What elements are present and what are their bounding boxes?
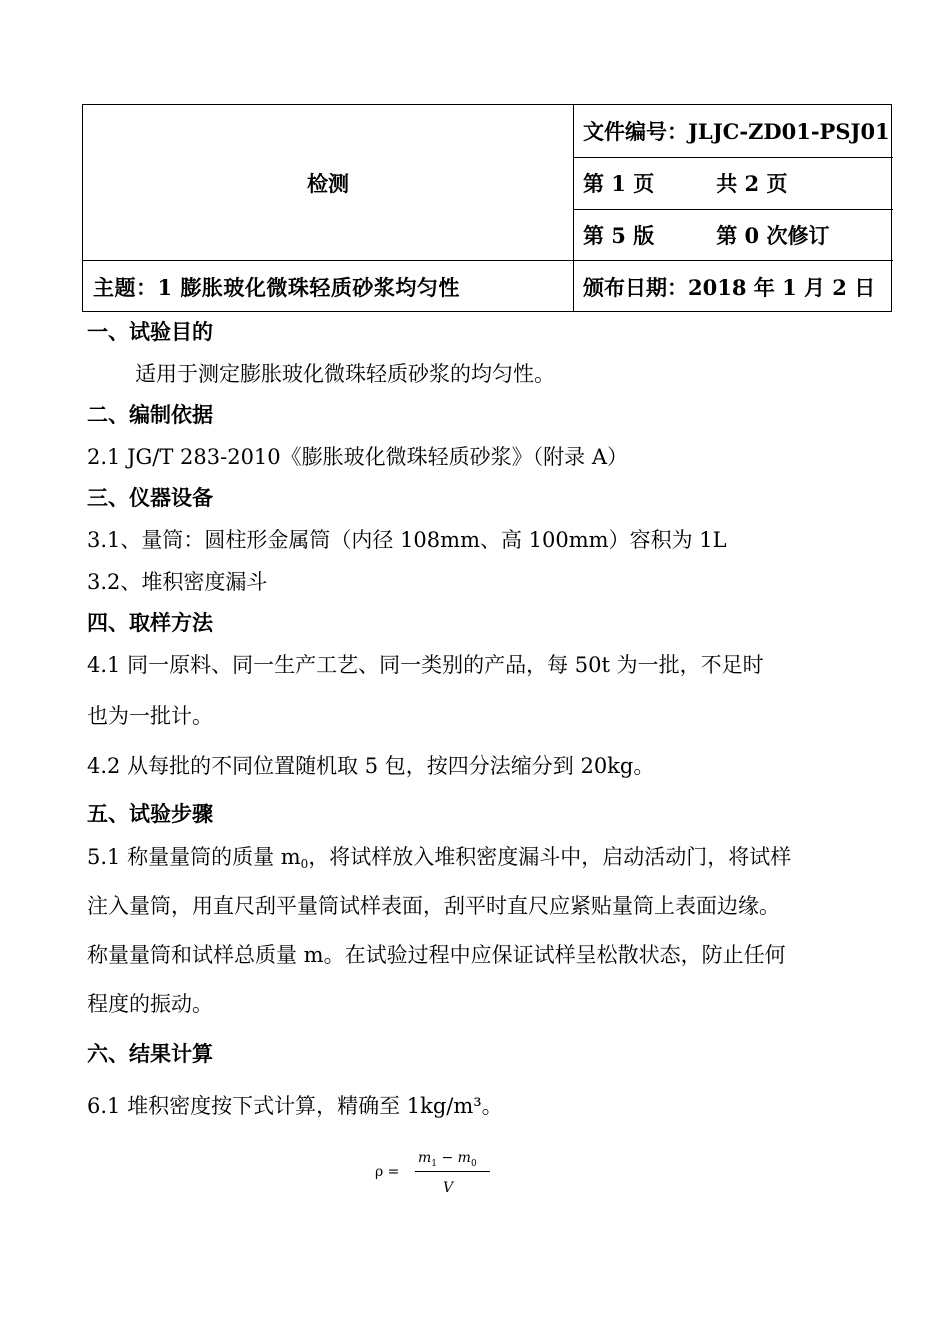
formula-var: m [457, 1150, 471, 1166]
department-label: 检测 [307, 170, 349, 196]
paragraph [87, 847, 791, 870]
density-formula [375, 1150, 515, 1210]
subject-label: 主题：1 膨胀玻化微珠轻质砂浆均匀性 [93, 274, 460, 300]
paragraph: 程度的振动。 [87, 992, 213, 1016]
edition-cell [573, 209, 893, 260]
formula-denominator: V [443, 1180, 454, 1196]
doc-number: 文件编号：JLJC-ZD01-PSJ01 [583, 119, 890, 144]
page-number: 第 1 页 [583, 171, 655, 196]
section-heading: 四、取样方法 [87, 611, 213, 635]
paragraph: 称量量筒和试样总质量 m。在试验过程中应保证试样呈松散状态，防止任何 [87, 943, 786, 967]
section-heading: 二、编制依据 [87, 403, 213, 427]
formula-lhs: ρ = [375, 1164, 400, 1180]
header-table [82, 104, 892, 312]
section-heading: 三、仪器设备 [87, 486, 213, 510]
list-item: 3.1、量筒：圆柱形金属筒（内径 108mm、高 100mm）容积为 1L [87, 528, 727, 552]
list-item: 3.2、堆积密度漏斗 [87, 570, 268, 594]
list-item: 4.2 从每批的不同位置随机取 5 包，按四分法缩分到 20kg。 [87, 754, 655, 778]
section-heading: 六、结果计算 [87, 1042, 213, 1066]
paragraph: 6.1 堆积密度按下式计算，精确至 1kg/m³。 [87, 1094, 503, 1118]
section-heading: 五、试验步骤 [87, 802, 213, 826]
subscript: 0 [300, 857, 309, 871]
list-item: 4.1 同一原料、同一生产工艺、同一类别的产品，每 50t 为一批，不足时 [87, 653, 764, 677]
step-text: ，将试样放入堆积密度漏斗中，启动活动门，将试样 [308, 845, 792, 869]
page-total: 共 2 页 [716, 171, 788, 196]
formula-numerator [418, 1150, 477, 1169]
fraction-bar [415, 1171, 490, 1172]
edition: 第 5 版 [583, 222, 655, 248]
department-cell [83, 105, 573, 260]
formula-subscript: 1 [431, 1159, 438, 1169]
list-item: 也为一批计。 [87, 704, 213, 728]
issue-date-cell [573, 260, 893, 313]
formula-subscript: 0 [470, 1159, 477, 1169]
paragraph: 适用于测定膨胀玻化微珠轻质砂浆的均匀性。 [135, 362, 555, 386]
issue-date: 颁布日期：2018 年 1 月 2 日 [583, 274, 876, 300]
formula-var: m [418, 1150, 432, 1166]
subject-cell [83, 260, 573, 313]
paragraph: 2.1 JG/T 283-2010《膨胀玻化微珠轻质砂浆》（附录 A） [87, 445, 628, 469]
page-cell [573, 157, 893, 209]
paragraph: 注入量筒，用直尺刮平量筒试样表面，刮平时直尺应紧贴量筒上表面边缘。 [87, 894, 780, 918]
section-heading: 一、试验目的 [87, 320, 213, 344]
step-text: 5.1 称量量筒的质量 m [87, 845, 301, 869]
doc-number-cell [573, 105, 893, 157]
formula-operator: − [441, 1150, 454, 1166]
revision: 第 0 次修订 [716, 222, 830, 248]
